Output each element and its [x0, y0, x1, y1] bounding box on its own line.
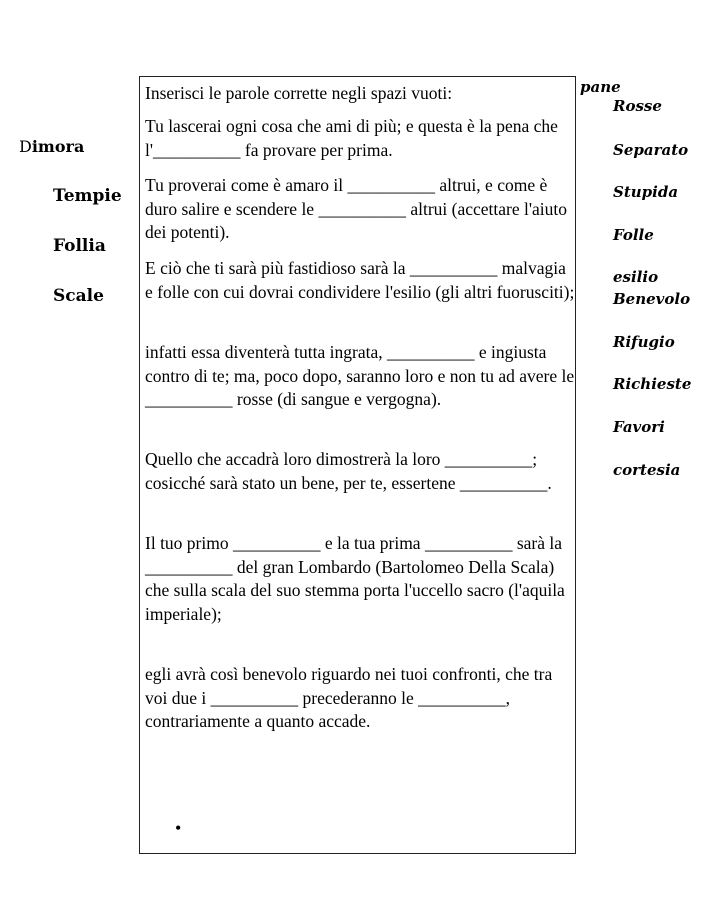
paragraph-6: Il tuo primo __________ e la tua prima __________ sarà la __________ del gran Lombardo (Bartolomeo Della Scala) che sulla scala del suo stemma porta l'uccello sacro (l'aquila imperiale);	[145, 533, 565, 624]
word-pane: pane	[580, 78, 621, 96]
word-separato: Separato	[613, 141, 689, 159]
paragraph-7: egli avrà così benevolo riguardo nei tuoi confronti, che tra voi due i __________ precederanno le __________, contrariamente a quanto accade.	[145, 664, 553, 731]
paragraph-3: E ciò che ti sarà più fastidioso sarà la __________ malvagia e folle con cui dovrai condividere l'esilio (gli altri fuorusciti);	[145, 258, 575, 302]
word-dimora	[19, 137, 84, 156]
bullet-point: •	[175, 818, 182, 838]
paragraph-2: Tu proverai come è amaro il __________ altrui, e come è duro salire e scendere le __________ altrui (accettare l'aiuto dei potenti).	[145, 175, 567, 242]
instructions-text: Inserisci le parole corrette negli spazi vuoti:	[145, 83, 453, 103]
word-scale: Scale	[53, 286, 104, 306]
word-follia: Follia	[53, 236, 106, 256]
word-esilio: esilio	[613, 268, 659, 286]
word-cortesia: cortesia	[613, 461, 681, 479]
paragraph-1: Tu lascerai ogni cosa che ami di più; e questa è la pena che l'__________ fa provare per prima.	[145, 116, 558, 160]
word-folle: Folle	[613, 226, 654, 244]
word-tempie: Tempie	[53, 186, 122, 206]
paragraph-4: infatti essa diventerà tutta ingrata, __________ e ingiusta contro di te; ma, poco dopo, saranno loro e non tu ad avere le __________ rosse (di sangue e vergogna).	[145, 342, 575, 409]
word-dimora-initial: D	[19, 137, 32, 156]
word-richieste: Richieste	[613, 375, 692, 393]
word-benevolo: Benevolo	[613, 290, 691, 308]
word-favori: Favori	[613, 418, 665, 436]
word-stupida: Stupida	[613, 183, 679, 201]
word-rifugio: Rifugio	[613, 333, 675, 351]
paragraph-5: Quello che accadrà loro dimostrerà la loro __________; cosicché sarà stato un bene, per te, essertene __________.	[145, 449, 552, 493]
word-rosse: Rosse	[613, 97, 662, 115]
word-dimora-rest: imora	[31, 137, 85, 156]
